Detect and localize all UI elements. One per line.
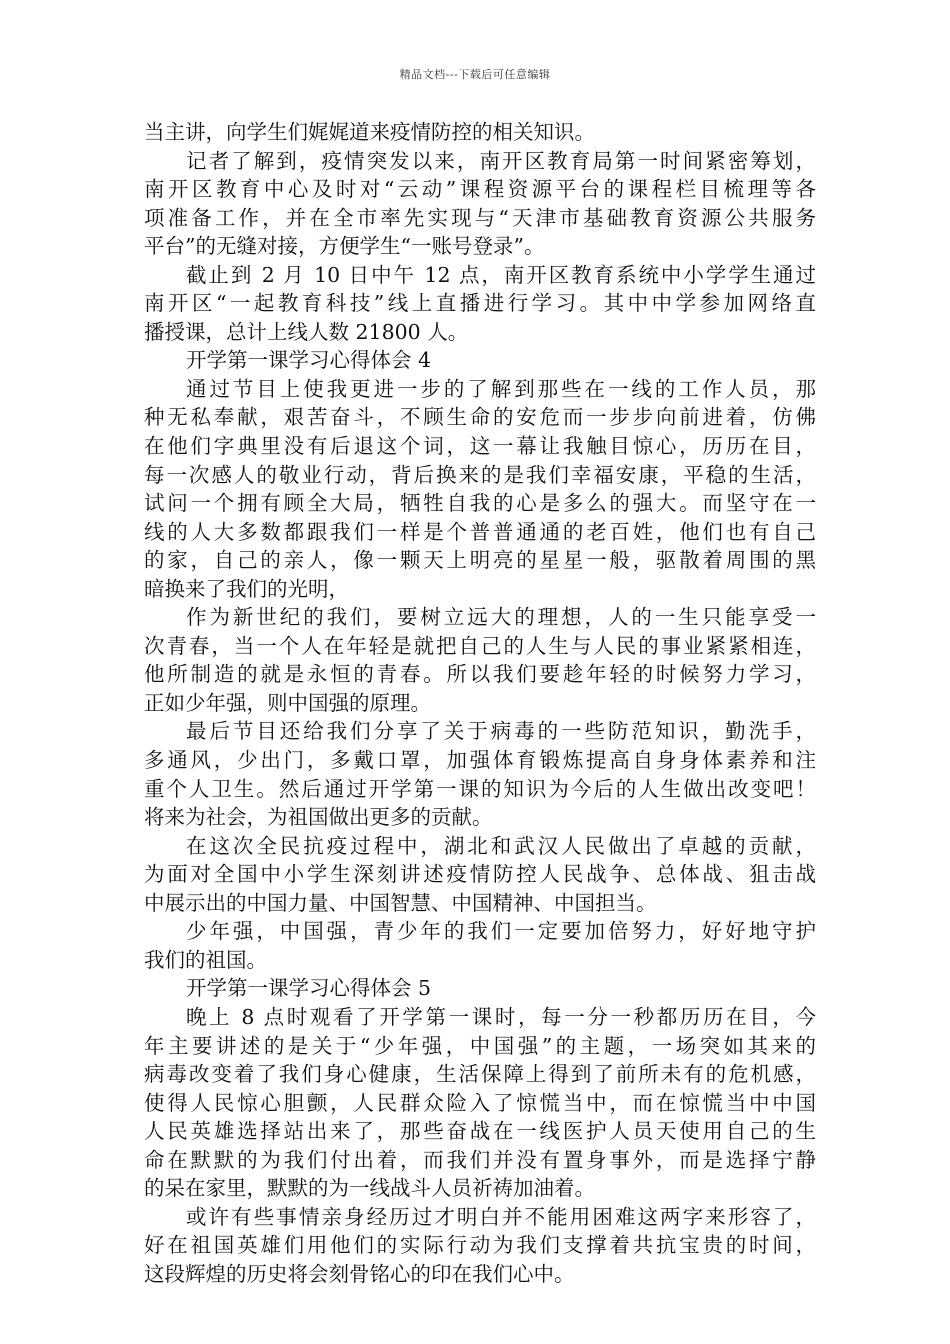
text-line: 南开区教育中心及时对“云动”课程资源平台的课程栏目梳理等各 — [144, 177, 816, 202]
text-line: 重个人卫生。然后通过开学第一课的知识为今后的人生做出改变吧！ — [144, 776, 816, 801]
text-line: 晚上 8 点时观看了开学第一课时，每一分一秒都历历在目，今 — [186, 1004, 816, 1029]
text-line: 中展示出的中国力量、中国智慧、中国精神、中国担当。 — [144, 890, 657, 915]
page-header: 精品文档---下载后可任意编辑 — [399, 68, 551, 81]
text-line: 他所制造的就是永恒的青春。所以我们要趁年轻的时候努力学习， — [144, 662, 816, 687]
text-line: 使得人民惊心胆颤，人民群众险入了惊慌当中，而在惊慌当中中国 — [144, 1090, 816, 1115]
text-line: 病毒改变着了我们身心健康，生活保障上得到了前所未有的危机感， — [144, 1062, 816, 1087]
paragraph — [144, 375, 816, 603]
heading-line: 开学第一课学习心得体会 4 — [186, 348, 432, 373]
paragraph — [144, 1003, 816, 1203]
text-line: 我们的祖国。 — [144, 947, 267, 972]
paragraph — [144, 147, 816, 261]
text-line: 好在祖国英雄们用他们的实际行动为我们支撑着共抗宝贵的时间， — [144, 1233, 816, 1258]
text-line: 将来为社会，为祖国做出更多的贡献。 — [144, 805, 493, 830]
text-line: 南开区“一起教育科技”线上直播进行学习。其中中学参加网络直 — [144, 291, 816, 316]
paragraph — [144, 603, 816, 717]
heading-line: 开学第一课学习心得体会 5 — [186, 976, 432, 1001]
text-line: 线的人大多数都跟我们一样是个普普通通的老百姓，他们也有自己 — [144, 519, 816, 544]
text-line: 命在默默的为我们付出着，而我们并没有置身事外，而是选择宁静 — [144, 1147, 816, 1172]
text-line: 次青春，当一个人在年轻是就把自己的人生与人民的事业紧紧相连， — [144, 633, 816, 658]
text-line: 项准备工作，并在全市率先实现与“天津市基础教育资源公共服务 — [144, 205, 816, 230]
text-line: 人民英雄选择站出来了，那些奋战在一线医护人员天使用自己的生 — [144, 1119, 816, 1144]
text-line: 暗换来了我们的光明， — [144, 576, 349, 601]
text-line: 这段辉煌的历史将会刻骨铭心的印在我们心中。 — [144, 1261, 575, 1286]
text-line: 每一次感人的敬业行动，背后换来的是我们幸福安康，平稳的生活， — [144, 462, 816, 487]
text-line: 平台”的无缝对接，方便学生“一账号登录”。 — [144, 234, 545, 259]
text-line: 在这次全民抗疫过程中，湖北和武汉人民做出了卓越的贡献， — [186, 833, 816, 858]
text-line: 截止到 2 月 10 日中午 12 点，南开区教育系统中小学学生通过 — [186, 262, 816, 287]
text-line: 通过节目上使我更进一步的了解到那些在一线的工作人员，那 — [186, 376, 816, 401]
text-line: 多通风，少出门，多戴口罩，加强体育锻炼提高自身身体素养和注 — [144, 748, 816, 773]
text-line: 的家，自己的亲人，像一颗天上明亮的星星一般，驱散着周围的黑 — [144, 548, 816, 573]
text-line: 或许有些事情亲身经历过才明白并不能用困难这两字来形容了， — [186, 1204, 816, 1229]
text-line: 在他们字典里没有后退这个词，这一幕让我触目惊心，历历在目， — [144, 434, 816, 459]
paragraph — [144, 118, 816, 147]
text-line: 为面对全国中小学生深刻讲述疫情防控人民战争、总体战、狙击战 — [144, 862, 816, 887]
section-heading — [144, 346, 816, 375]
text-line: 的呆在家里，默默的为一线战斗人员祈祷加油着。 — [144, 1176, 595, 1201]
paragraph — [144, 832, 816, 918]
text-line: 正如少年强，则中国强的原理。 — [144, 690, 431, 715]
document-body — [144, 118, 816, 1288]
paragraph — [144, 261, 816, 347]
text-line: 作为新世纪的我们，要树立远大的理想，人的一生只能享受一 — [186, 605, 816, 630]
text-line: 少年强，中国强，青少年的我们一定要加倍努力，好好地守护 — [186, 919, 816, 944]
paragraph — [144, 717, 816, 831]
text-line: 年主要讲述的是关于“少年强，中国强”的主题，一场突如其来的 — [144, 1033, 816, 1058]
text-line: 种无私奉献，艰苦奋斗，不顾生命的安危而一步步向前进着，仿佛 — [144, 405, 816, 430]
text-line: 记者了解到，疫情突发以来，南开区教育局第一时间紧密筹划， — [186, 148, 816, 173]
text-line: 播授课，总计上线人数 21800 人。 — [144, 319, 469, 344]
text-line: 试问一个拥有顾全大局，牺牲自我的心是多么的强大。而坚守在一 — [144, 491, 816, 516]
paragraph — [144, 917, 816, 974]
section-heading — [144, 974, 816, 1003]
text-line: 最后节目还给我们分享了关于病毒的一些防范知识，勤洗手， — [186, 719, 816, 744]
paragraph — [144, 1203, 816, 1289]
text-line: 当主讲，向学生们娓娓道来疫情防控的相关知识。 — [144, 120, 595, 144]
